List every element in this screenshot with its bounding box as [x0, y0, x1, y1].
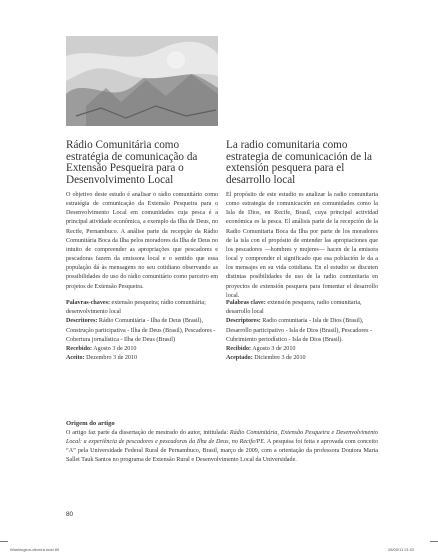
crop-mark [0, 541, 8, 542]
received-value: Agosto 3 de 2010 [93, 346, 137, 353]
metadata-portuguese [66, 299, 218, 363]
crop-mark [430, 541, 438, 542]
accepted-label: Aceptado: [226, 355, 253, 362]
print-slug-file: Washington-oliveira.indd 80 [10, 547, 60, 552]
abstract-spanish: El propósito de este estudio es analizar la radio comunitaria como estrategia de comunicación en comunidades como la Isla de Dios, en Recife, Brasil, cuya principal actividad económica es la pesca. El análisis parte de la recepción de la Radio Comunitaria Boca da Ilha por parte de los moradores de la isla con el propósito de entender las apropiaciones que los pescadores —hombres y mujeres— hacen de la emisora local y comprender el significado que esa población le da a los mensajes en su vida cotidiana. En el estudio se discuten distintas posibilidades de uso de la radio comunitaria en proyectos de extensión pesquera para fomentar el desarrollo local. [226, 192, 378, 299]
metadata-spanish [226, 299, 378, 363]
descriptors-label: Descriptores: [226, 318, 261, 325]
keywords-label: Palabras clave: [226, 300, 266, 306]
origin-text [66, 429, 378, 465]
title-portuguese: Rádio Comunitária como estratégia de comunicação da Extensão Pesqueira para o Desenvolvimento Local [66, 139, 198, 186]
received-label: Recibido: [226, 346, 252, 353]
descriptors-value: Radio comunitaria - Isla de Dios (Brasil), Desarrollo participativo - Isla de Dios (Brasil), Pescadores - Cubrimiento periodístico - Isla de Dios (Brasil). [226, 318, 373, 343]
keywords [226, 299, 378, 317]
origin-text-part: . A pesquisa foi feita e aprovada com conceito “A” pela Universidade Federal Rural de Pernambuco, Brasil, março de 2009, com a orientação da professora Doutora Maria Sallet Tauk Santos no programa de Extensão Rural e Desenvolvimento Local da Universidade. [66, 439, 379, 464]
origin-dissertation-title: Rádio Comunitária, Extensão Pesqueira e Desenvolvimento Local: a experiência de pescadores e pescadoras da Ilha de Deus, no Recife/PE [66, 430, 378, 446]
received [226, 345, 378, 354]
article-photo [66, 36, 218, 126]
accepted-label: Aceito: [66, 355, 85, 362]
descriptors-value: Rádio Comunitária - Ilha de Deus (Brasil), Construção participativa - Ilha de Deus (Brasil), Pescadores - Cobertura jornalística - Ilha de Deus (Brasil) [66, 318, 216, 343]
descriptors [226, 317, 378, 345]
descriptors [66, 317, 218, 345]
print-slug-date: 28/09/11 21:02 [388, 547, 415, 552]
photo-image-icon [66, 36, 218, 126]
accepted-value: Dezembro 3 de 2010 [86, 355, 138, 362]
title-spanish: La radio comunitaria como estrategia de comunicación de la extensión pesquera para el desarrollo local [226, 139, 372, 186]
received [66, 345, 218, 354]
received-label: Recebido: [66, 346, 93, 353]
keywords-label: Palavras-chaves: [66, 300, 111, 306]
keywords [66, 299, 218, 317]
abstract-portuguese: O objetivo deste estudo é analisar o rádio comunitário como estratégia de comunicação da Extensão Pesqueira para o Desenvolvimento Local em comunidades cuja pesca é a principal atividade econômica, a exemplo da Ilha de Deus, no Recife, Pernambuco. A análise parte da recepção da Rádio Comunitária Boca da Ilha pelos moradores da Ilha de Deus no intuito de compreender as apropriações que pescadores e pescadoras fazem da emissora local e o sentido que essa população dá às mensagens no seu cotidiano observando as possibilidades do uso do rádio comunitário como parceiro em projetos de Extensão Pesqueira. [66, 192, 218, 290]
accepted [66, 354, 218, 363]
accepted-value: Diciembre 3 de 2010 [254, 355, 306, 362]
page-number: 80 [66, 511, 74, 518]
descriptors-label: Descritores: [66, 318, 98, 325]
origin-text-part: O artigo faz parte da dissertação de mestrado do autor, intitulada: [66, 430, 230, 436]
origin-heading: Origem do artigo [66, 420, 115, 427]
keywords-value: extensão pesqueira; rádio comunitária; desenvolvimento local [66, 300, 206, 316]
accepted [226, 354, 378, 363]
keywords-value: extensión pesquera, radio comunitaria, desarrollo local [226, 300, 362, 316]
received-value: Agosto 3 de 2010 [252, 346, 296, 353]
